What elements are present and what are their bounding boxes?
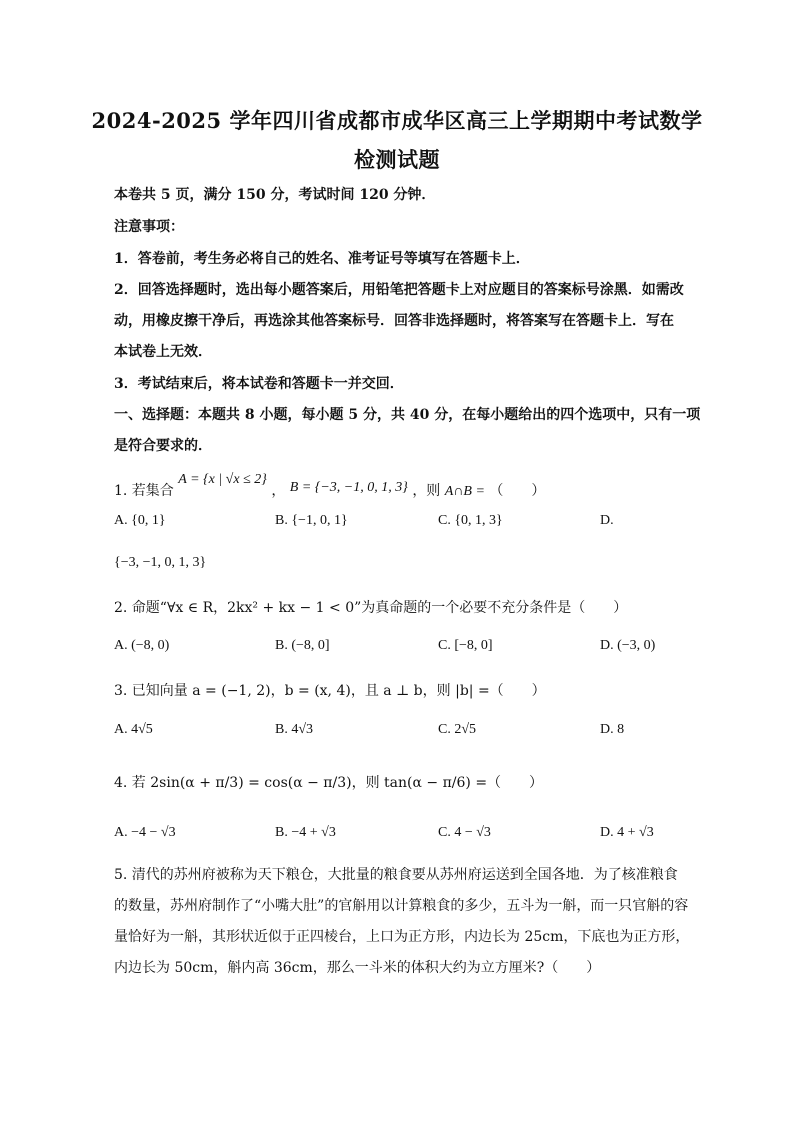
question-2-option-b: B. (−8, 0]	[275, 638, 330, 653]
question-1-option-c: C. {0, 1, 3}	[438, 513, 503, 528]
question-1-expression: A∩B =	[444, 484, 485, 499]
question-5-line3: 量恰好为一斛，其形状近似于正四棱台，上口为正方形，内边长为 25cm，下底也为正方形，	[114, 929, 690, 945]
notice-item-1: 1．答卷前，考生务必将自己的姓名、准考证号等填写在答题卡上．	[114, 251, 530, 267]
question-3-option-a: A. 4√5	[114, 722, 153, 737]
notice-item-2-line1: 2．回答选择题时，选出每小题答案后，用铅笔把答题卡上对应题目的答案标号涂黑．如需改	[114, 282, 684, 298]
notice-heading: 注意事项：	[114, 219, 184, 235]
section-1-heading-line1: 一、选择题：本题共 8 小题，每小题 5 分，共 40 分，在每小题给出的四个选项中，只有一项	[114, 407, 701, 423]
question-4-option-a: A. −4 − √3	[114, 825, 176, 840]
question-5-line1: 5. 清代的苏州府被称为天下粮仓，大批量的粮食要从苏州府运送到全国各地．为了核准粮食	[114, 867, 678, 883]
question-1-comma: ，	[271, 483, 286, 499]
question-1-set-a: A = {x | √x ≤ 2}	[178, 472, 267, 487]
exam-title-line2: 检测试题	[354, 147, 440, 172]
question-1-then: ，则	[412, 483, 441, 499]
question-1-blank: （ ）	[489, 483, 546, 499]
question-5-line2: 的数量，苏州府制作了“小嘴大肚”的官斛用以计算粮食的多少，五斗为一斛，而一只官斛的容	[114, 898, 689, 914]
question-4-option-c: C. 4 − √3	[438, 825, 491, 840]
notice-item-3: 3．考试结束后，将本试卷和答题卡一并交回．	[114, 376, 404, 392]
question-2: 2. 命题“∀x ∈ R，2kx² + kx − 1 < 0”为真命题的一个必要不充分条件是（ ）	[114, 600, 628, 616]
section-1-heading-line2: 是符合要求的．	[114, 438, 212, 454]
question-2-option-c: C. [−8, 0]	[438, 638, 493, 653]
question-5-line4: 内边长为 50cm，斛内高 36cm，那么一斗米的体积大约为立方厘米?（ ）	[114, 960, 601, 976]
question-2-option-d: D. (−3, 0)	[600, 638, 656, 653]
question-3: 3. 已知向量 a = (−1, 2)，b = (x, 4)，且 a ⊥ b，则 |b| =（ ）	[114, 683, 546, 699]
question-4-option-b: B. −4 + √3	[275, 825, 336, 840]
question-1	[114, 472, 684, 500]
question-4: 4. 若 2sin(α + π/3) = cos(α − π/3)，则 tan(α − π/6) =（ ）	[114, 775, 544, 791]
question-1-option-b: B. {−1, 0, 1}	[275, 513, 348, 528]
question-1-option-d: D.	[600, 513, 614, 528]
question-1-option-d-value: {−3, −1, 0, 1, 3}	[114, 555, 207, 570]
notice-item-2-line3: 本试卷上无效．	[114, 344, 212, 360]
question-1-lead: 1. 若集合	[114, 483, 174, 499]
question-3-option-c: C. 2√5	[438, 722, 477, 737]
question-1-option-a: A. {0, 1}	[114, 513, 166, 528]
exam-title-line1: 2024-2025 学年四川省成都市成华区高三上学期期中考试数学	[91, 108, 703, 133]
question-3-option-b: B. 4√3	[275, 722, 314, 737]
question-4-option-d: D. 4 + √3	[600, 825, 654, 840]
question-3-option-d: D. 8	[600, 722, 625, 737]
question-2-option-a: A. (−8, 0)	[114, 638, 170, 653]
exam-intro: 本卷共 5 页，满分 150 分，考试时间 120 分钟．	[114, 187, 436, 203]
notice-item-2-line2: 动，用橡皮擦干净后，再选涂其他答案标号．回答非选择题时，将答案写在答题卡上．写在	[114, 313, 674, 329]
question-1-set-b: B = {−3, −1, 0, 1, 3}	[289, 480, 408, 495]
